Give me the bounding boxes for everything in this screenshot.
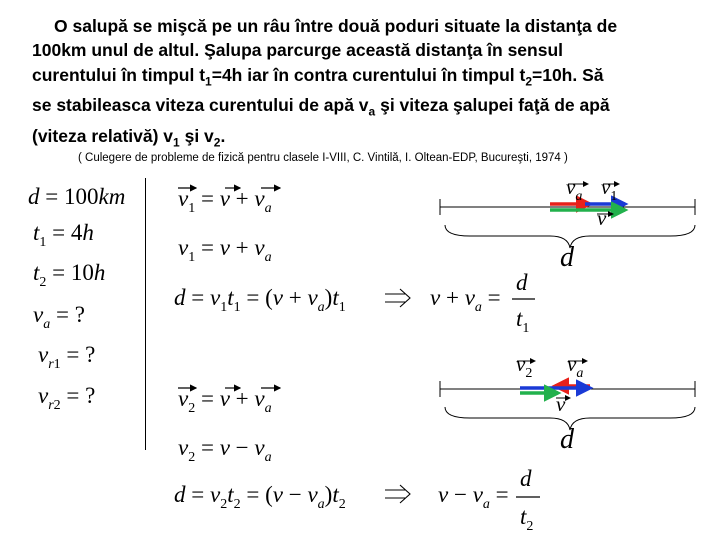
eq-result-2-den: $t_2$ [520,504,534,534]
diagram1-label-d: d [560,242,574,273]
given-d: d = 100km [28,184,126,209]
eq-vector-v1: $v_1 = v + v_a$ [178,186,272,216]
diagram2-label-d: d [560,424,574,455]
diagram1-label-v1: $v_1$ [601,175,618,204]
eq-scalar-v1: $v_1 = v + v_a$ [178,235,272,265]
eq-result-1-den: $t_1$ [516,306,530,336]
diagram2-label-v2: $v_2$ [516,352,533,381]
implies-arrow-2 [385,485,410,503]
problem-line-3: curentului în timpul $t_1=4h$ iar în contra curentului în timpul $t_2=10h$. Să [32,64,604,89]
eq-result-1-num: d [516,270,528,295]
diagram1-label-v: v [597,206,607,230]
source-citation: ( Culegere de probleme de fizică pentru clasele I-VIII, C. Vintilă, I. Oltean-EDP, Bucureşti, 1974 ) [78,152,568,164]
eq-result-2-num: d [520,466,532,491]
implies-arrow-1 [385,289,410,307]
problem-line-5: (viteza relativă) $v_1$ şi $v_2$. [32,126,226,150]
given-va: $v_a$ = ? [33,302,85,332]
problem-line-2: 100km unul de altul. Şalupa parcurge această distanţa în sensul [32,40,564,61]
problem-line-4: se stabileasca viteza curentului de apă $v_a$ şi viteza şalupei faţă de apă [32,95,610,119]
given-vr1: $v_{r1}$ = ? [38,342,96,372]
given-vr2: $v_{r2}$ = ? [38,383,96,413]
problem-line-1: O salupă se mişcă pe un râu între două poduri situate la distanţa de [54,16,618,36]
diagram2-label-v: v [556,392,566,416]
eq-vector-v2: $v_2 = v + v_a$ [178,386,272,416]
eq-distance-1: $d = v_1t_1 = (v + v_a)t_1$ [174,285,346,315]
diagram1-label-va: $v_a$ [566,175,583,204]
eq-result-2-lhs: $v - v_a$ = [438,482,509,512]
eq-result-1-lhs: $v + v_a$ = [430,285,501,315]
eq-distance-2: $d = v_2t_2 = (v - v_a)t_2$ [174,482,346,512]
given-t2: $t_2 = 10h$ [33,260,106,290]
diagram2-label-va: $v_a$ [567,352,584,381]
given-t1: $t_1 = 4h$ [33,220,94,250]
eq-scalar-v2: $v_2 = v - v_a$ [178,435,272,465]
